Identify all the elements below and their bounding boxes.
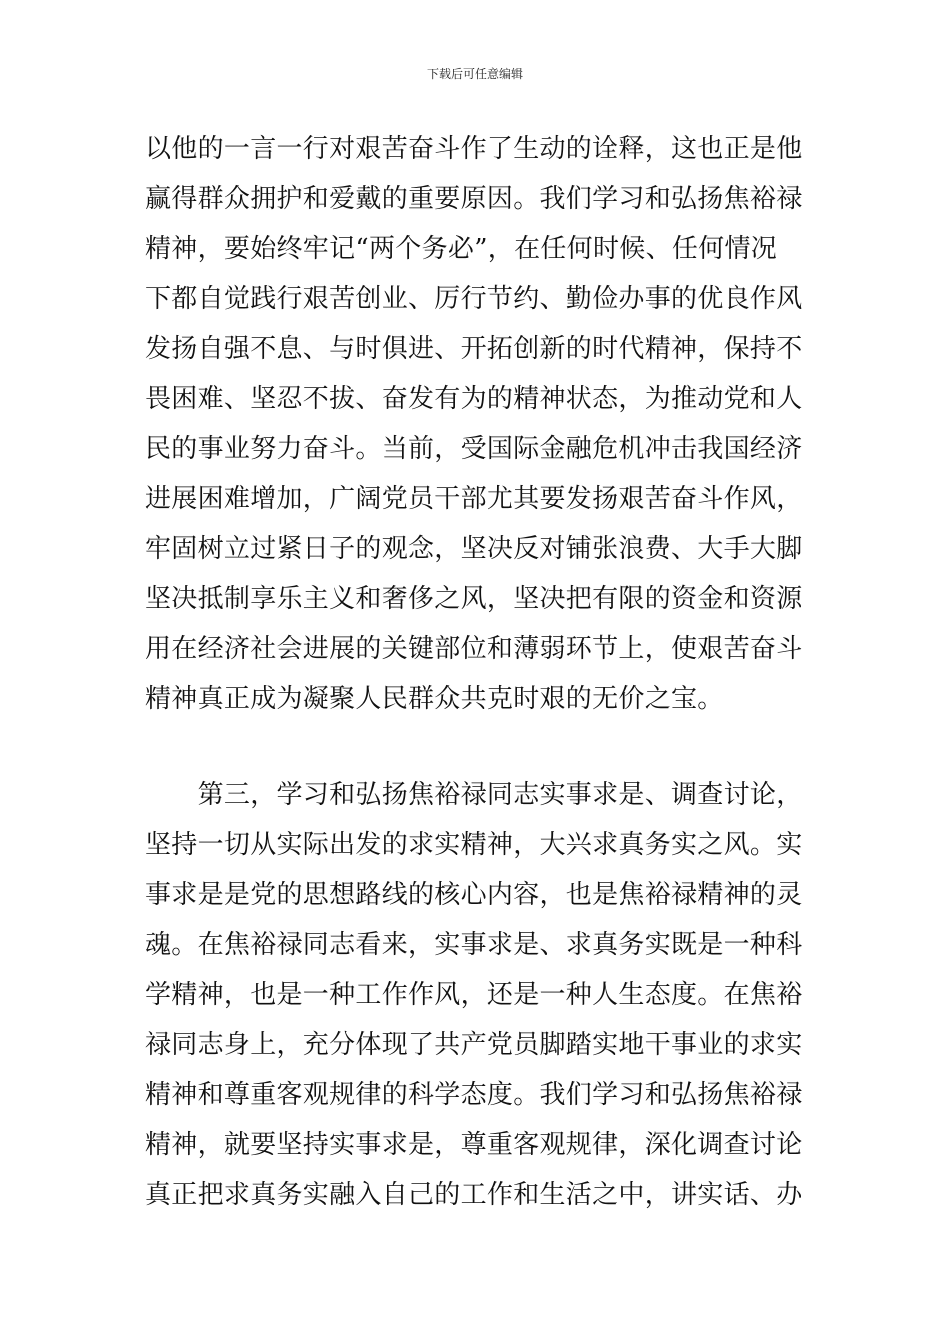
text-line: 畏困难、坚忍不拔、奋发有为的精神状态，为推动党和人: [145, 384, 803, 414]
text-line: 精神，要始终牢记“两个务必”，在任何时候、任何情况: [145, 234, 778, 264]
text-line: 魂。在焦裕禄同志看来，实事求是、求真务实既是一种科: [145, 930, 803, 960]
paragraph-2: [145, 770, 815, 1220]
text-line: 下都自觉践行艰苦创业、厉行节约、勤俭办事的优良作风: [145, 284, 803, 314]
text-line: 真正把求真务实融入自己的工作和生活之中，讲实话、办: [145, 1180, 803, 1210]
text-line: 坚持一切从实际出发的求实精神，大兴求真务实之风。实: [145, 830, 803, 860]
text-line: 精神真正成为凝聚人民群众共克时艰的无价之宝。: [145, 684, 724, 714]
text-line: 坚决抵制享乐主义和奢侈之风，坚决把有限的资金和资源: [145, 584, 803, 614]
text-line: 第三，学习和弘扬焦裕禄同志实事求是、调查讨论，: [145, 780, 803, 810]
text-line: 事求是是党的思想路线的核心内容，也是焦裕禄精神的灵: [145, 880, 803, 910]
text-line: 发扬自强不息、与时俱进、开拓创新的时代精神，保持不: [145, 334, 803, 364]
text-line: 精神和尊重客观规律的科学态度。我们学习和弘扬焦裕禄: [145, 1080, 803, 1110]
text-line: 赢得群众拥护和爱戴的重要原因。我们学习和弘扬焦裕禄: [145, 184, 803, 214]
text-line: 禄同志身上，充分体现了共产党员脚踏实地干事业的求实: [145, 1030, 803, 1060]
text-line: 进展困难增加，广阔党员干部尤其要发扬艰苦奋斗作风，: [145, 484, 803, 514]
text-line: 精神，就要坚持实事求是，尊重客观规律，深化调查讨论: [145, 1130, 803, 1160]
text-line: 用在经济社会进展的关键部位和薄弱环节上，使艰苦奋斗: [145, 634, 803, 664]
text-line: 民的事业努力奋斗。当前，受国际金融危机冲击我国经济: [145, 434, 803, 464]
header-note: 下载后可任意编辑: [426, 67, 523, 81]
text-line: 学精神，也是一种工作作风，还是一种人生态度。在焦裕: [145, 980, 803, 1010]
paragraph-1: [145, 124, 815, 724]
text-line: 牢固树立过紧日子的观念，坚决反对铺张浪费、大手大脚: [145, 534, 803, 564]
text-line: 以他的一言一行对艰苦奋斗作了生动的诠释，这也正是他: [145, 134, 803, 164]
